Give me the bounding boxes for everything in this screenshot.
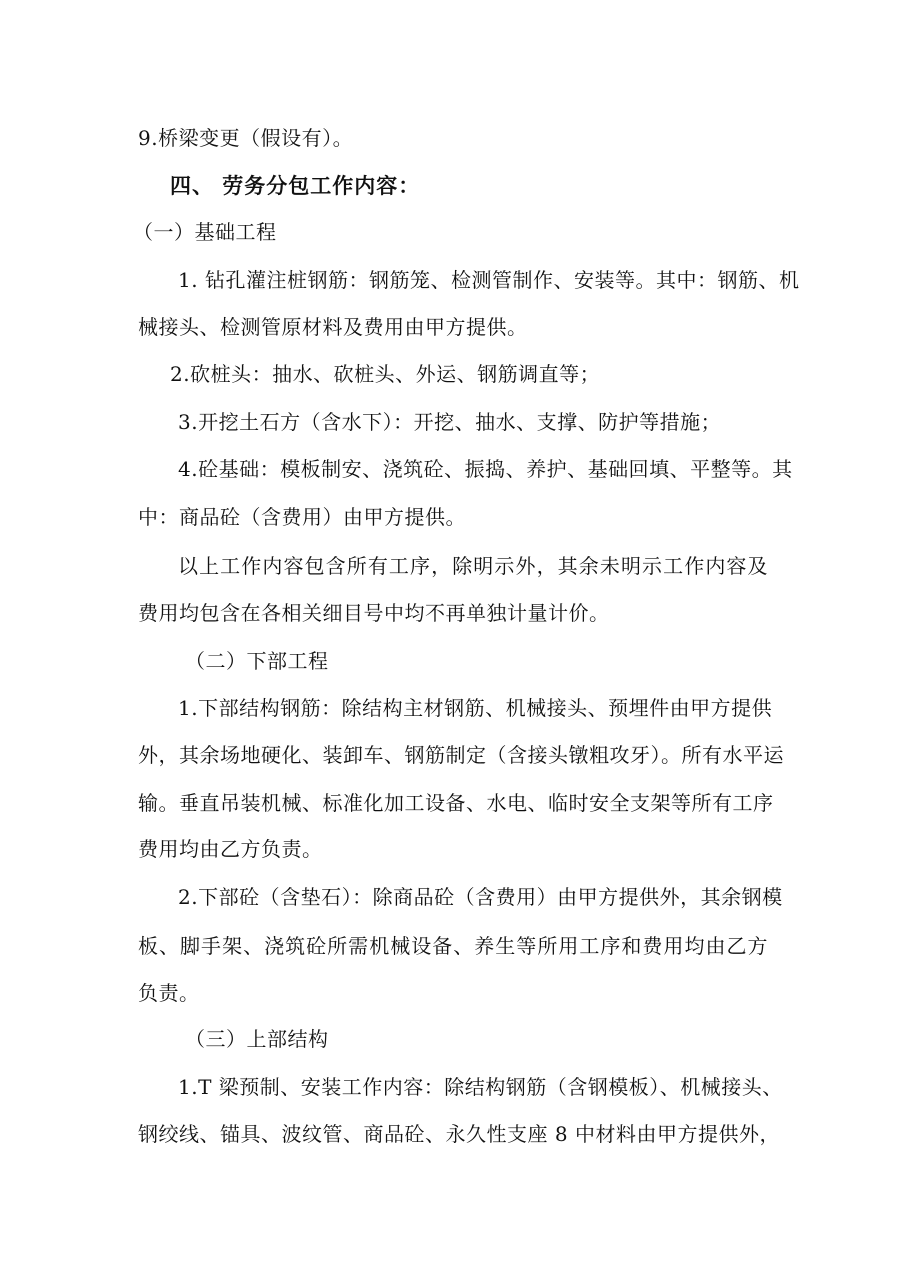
- paragraph-1-line-2: 械接头、检测管原材料及费用由甲方提供。: [138, 315, 528, 339]
- subsection-2-heading: （二）下部工程: [185, 649, 329, 673]
- paragraph-7-line-3: 负责。: [138, 981, 200, 1005]
- paragraph-8-line-1: 1.T 梁预制、安装工作内容：除结构钢筋（含钢模板）、机械接头、: [178, 1075, 783, 1099]
- paragraph-6-line-1: 1.下部结构钢筋：除结构主材钢筋、机械接头、预埋件由甲方提供: [178, 696, 773, 720]
- paragraph-3: 3.开挖土石方（含水下）：开挖、抽水、支撑、防护等措施；: [178, 410, 722, 434]
- paragraph-4-line-2: 中：商品砼（含费用）由甲方提供。: [138, 505, 466, 529]
- paragraph-8-line-2: 钢绞线、锚具、波纹管、商品砼、永久性支座 8 中材料由甲方提供外，: [138, 1122, 780, 1146]
- subsection-1-heading: （一）基础工程: [133, 220, 277, 244]
- paragraph-6-line-4: 费用均由乙方负责。: [138, 837, 323, 861]
- section-4-heading: 四、 劳务分包工作内容：: [170, 173, 421, 198]
- paragraph-1-line-1: 1. 钻孔灌注桩钢筋：钢筋笼、检测管制作、安装等。其中：钢筋、机: [178, 268, 800, 292]
- paragraph-5-line-2: 费用均包含在各相关细目号中均不再单独计量计价。: [138, 601, 610, 625]
- subsection-3-heading: （三）上部结构: [185, 1027, 329, 1051]
- item-9-bridge-change: 9.桥梁变更（假设有）。: [138, 126, 354, 150]
- paragraph-5-line-1: 以上工作内容包含所有工序，除明示外，其余未明示工作内容及: [178, 554, 768, 578]
- paragraph-6-line-3: 输。垂直吊装机械、标准化加工设备、水电、临时安全支架等所有工序: [138, 791, 774, 815]
- paragraph-2: 2.砍桩头：抽水、砍桩头、外运、钢筋调直等；: [170, 362, 601, 386]
- paragraph-7-line-1: 2.下部砼（含垫石）：除商品砼（含费用）由甲方提供外，其余钢模: [178, 885, 783, 909]
- paragraph-7-line-2: 板、脚手架、浇筑砼所需机械设备、养生等所用工序和费用均由乙方: [138, 934, 768, 958]
- paragraph-6-line-2: 外，其余场地硬化、装卸车、钢筋制定（含接头镦粗攻牙）。所有水平运: [138, 743, 784, 767]
- paragraph-4-line-1: 4.砼基础：模板制安、浇筑砼、振捣、养护、基础回填、平整等。其: [178, 457, 793, 481]
